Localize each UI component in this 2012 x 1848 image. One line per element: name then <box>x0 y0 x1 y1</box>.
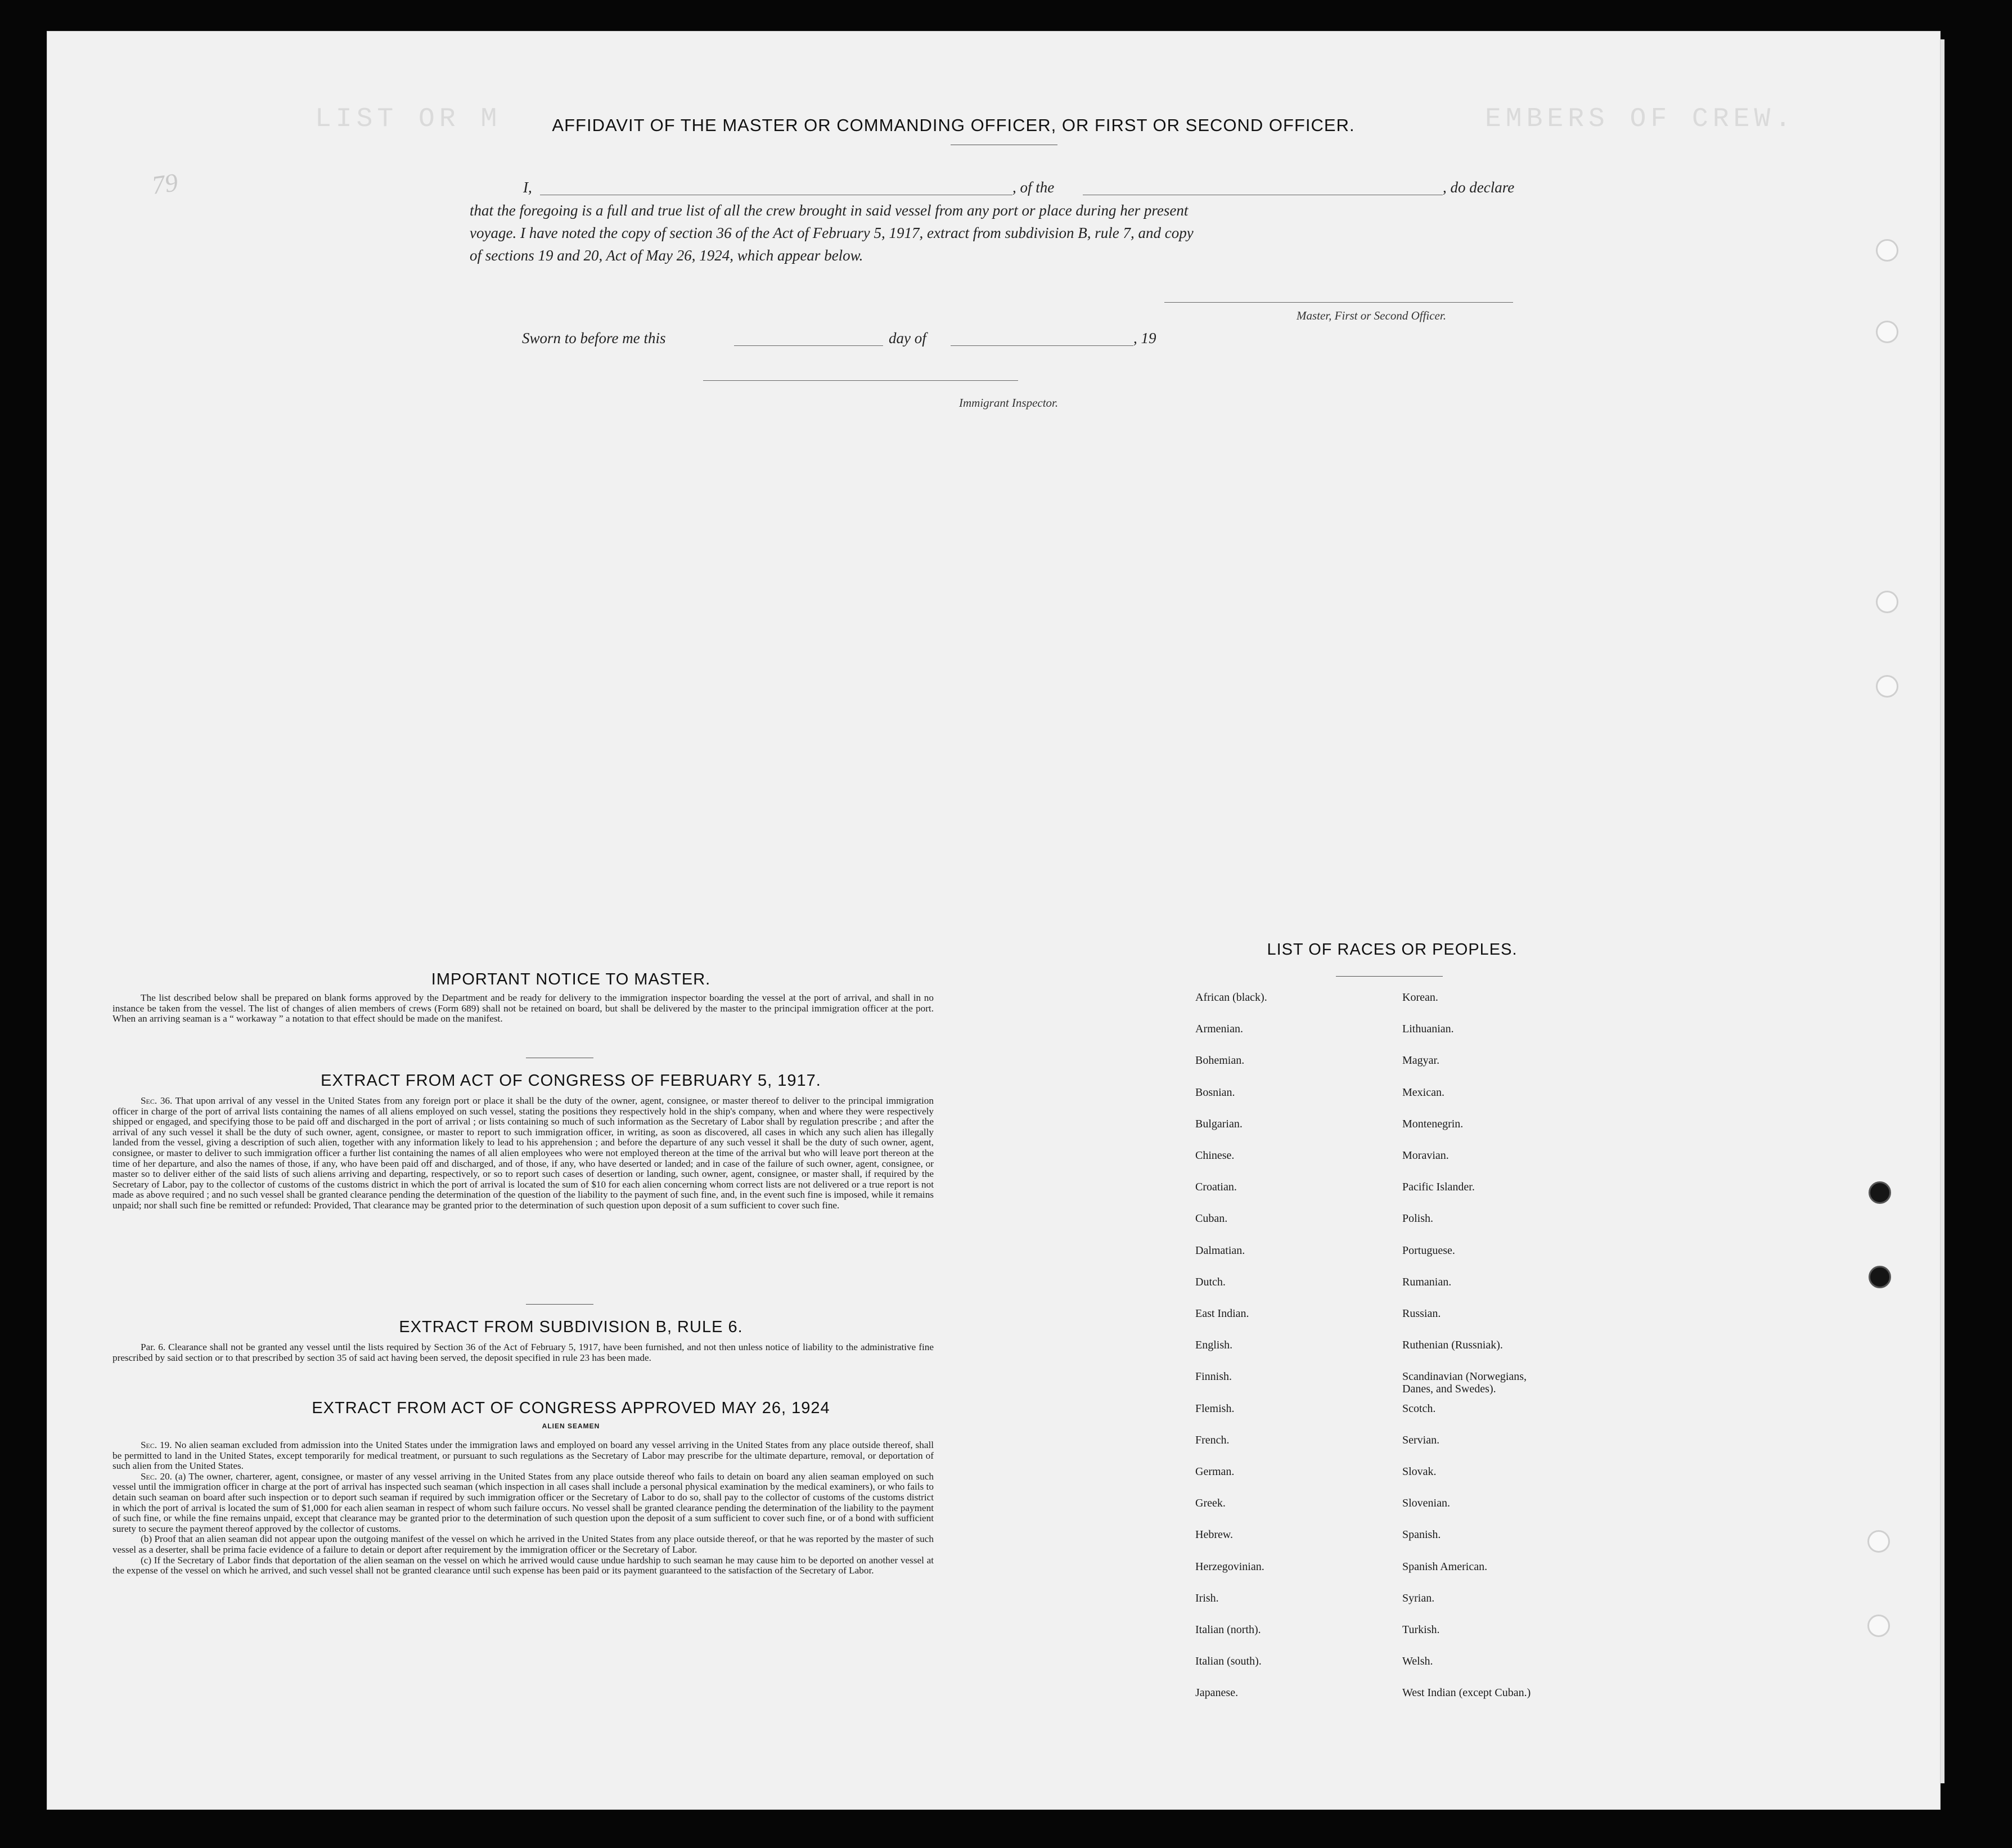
punch-hole <box>1876 239 1898 262</box>
race-left-item: Bohemian. <box>1195 1054 1245 1067</box>
race-left-item: Bosnian. <box>1195 1086 1235 1099</box>
sec-20a-paragraph <box>112 1472 934 1535</box>
race-right-item: Slovenian. <box>1402 1497 1450 1510</box>
race-left-item: Hebrew. <box>1195 1528 1234 1541</box>
race-left-item: African (black). <box>1195 991 1267 1004</box>
races-divider <box>1336 976 1443 977</box>
race-left-item: Dutch. <box>1195 1275 1226 1288</box>
punch-hole <box>1869 1266 1891 1288</box>
race-right-item: Slovak. <box>1402 1465 1437 1478</box>
race-left-item: Finnish. <box>1195 1370 1232 1383</box>
race-left-item: Armenian. <box>1195 1023 1243 1036</box>
notice-title: IMPORTANT NOTICE TO MASTER. <box>431 970 711 988</box>
punch-hole <box>1876 591 1898 613</box>
section-divider <box>526 1304 593 1305</box>
race-left-item: French. <box>1195 1433 1230 1446</box>
affidavit-statement-line-3: of sections 19 and 20, Act of May 26, 1924, which appear below. <box>470 247 863 264</box>
bleed-through-text: EMBERS OF CREW. <box>1485 104 1796 134</box>
race-right-item: Spanish. <box>1402 1528 1441 1541</box>
extract-rule6-title: EXTRACT FROM SUBDIVISION B, RULE 6. <box>399 1318 743 1336</box>
race-left-item: East Indian. <box>1195 1307 1249 1320</box>
race-right-item: Portuguese. <box>1402 1244 1455 1257</box>
sworn-day-line <box>734 345 883 346</box>
race-right-item: Lithuanian. <box>1402 1023 1454 1036</box>
race-right-item: Scandinavian (Norwegians, Danes, and Swedes). <box>1402 1370 1527 1396</box>
sec-20b-paragraph: (b) Proof that an alien seaman did not appear upon the outgoing manifest of the vessel on which he arrived in the United States from any place outside thereof, or that he was reported by the master of such vessel as a deserter, shall be prima facie evidence of a failure to detain or deport after requirement by the immigration officer or the Secretary of Labor. <box>112 1534 934 1555</box>
affidavit-statement-line-2: voyage. I have noted the copy of section 36 of the Act of February 5, 1917, extract from subdivision B, rule 7, and copy <box>470 224 1194 241</box>
race-left-item: German. <box>1195 1465 1235 1478</box>
sec-20a-text: (a) The owner, charterer, agent, consignee, or master of any vessel arriving in the United States from any place outside thereof who fails to detain on board any alien seaman employed on such vessel until the immigration officer in charge at the port of arrival has inspected such seaman (which inspection in all cases shall include a personal physical examination by the medical examiners), or who fails to detain such seaman on board after such inspection or to deport such seaman if required by such immigration officer or the Secretary of Labor to do so, shall pay to the collector of customs of the customs district in which the port of arrival is located the sum of $1,000 for each alien seaman in respect of whom such failure occurs. No vessel shall be granted clearance pending the determination of the liability to the payment of such fine, or while the fine remains unpaid, except that clearance may be granted prior to the determination of such question upon the deposit of a sum sufficient to cover such fine, or of a bond with sufficient surety to secure the payment thereof approved by the collector of customs. <box>112 1471 934 1534</box>
race-right-item: Scotch. <box>1402 1402 1436 1415</box>
race-right-item: Russian. <box>1402 1307 1441 1320</box>
punch-hole <box>1867 1615 1890 1637</box>
sworn-label: Sworn to before me this <box>522 330 666 347</box>
sworn-month-line <box>951 345 1133 346</box>
race-left-item: Italian (north). <box>1195 1624 1261 1636</box>
race-right-item: Servian. <box>1402 1433 1440 1446</box>
race-left-item: Chinese. <box>1195 1149 1235 1162</box>
extract-1924-body <box>112 1440 934 1576</box>
extract-1917-text <box>112 1096 934 1211</box>
race-right-item: Ruthenian (Russniak). <box>1402 1339 1503 1352</box>
race-right-item: Moravian. <box>1402 1149 1449 1162</box>
affidavit-declare-label: , do declare <box>1443 179 1515 196</box>
affidavit-i-label: I, <box>523 179 532 196</box>
race-left-item: Dalmatian. <box>1195 1244 1245 1257</box>
sec-19-text: No alien seaman excluded from admission into the United States under the immigration laws and employed on board any vessel arriving in the United States from any place outside thereof, shall be permitted to land in the United States, except temporarily for medical treatment, or pursuant to such regulations as the Secretary of Labor may prescribe for the ultimate departure, removal, or deportation of such alien from the United States. <box>112 1440 934 1472</box>
punch-hole <box>1867 1530 1890 1553</box>
race-right-item: Spanish American. <box>1402 1560 1488 1573</box>
race-left-item: Italian (south). <box>1195 1655 1262 1668</box>
sec-36-text: That upon arrival of any vessel in the United States from any foreign port or place it shall be the duty of the owner, agent, consignee, or master thereof to deliver to the principal immigration officer in charge of the port of arrival lists containing the names of all aliens employed on such vessel, stating the positions they respectively hold in the ship's company, when and where they were respectively shipped or engaged, and specifying those to be paid off and discharged in the port of arrival ; or lists containing so much of such information as the Secretary of Labor shall by regulation prescribe ; and after the arrival of any such vessel it shall be the duty of such owner, agent, consignee, or master to report to such immigration officer, in writing, as soon as discovered, all cases in which any such alien has illegally landed from the vessel, giving a description of such alien, together with any information likely to lead to his apprehension ; and before the departure of any such vessel it shall be the duty of such owner, agent, consignee, or master to deliver to such immigration officer a further list containing the names of all alien employees who were not employed thereon at the time of the arrival but who will leave port thereon at the time of her departure, and also the names of those, if any, who have been paid off and discharged, and of those, if any, who have deserted or landed; and in case of the failure of such owner, agent, consignee, or master so to deliver either of the said lists of such aliens arriving and departing, respectively, or so to report such cases of desertion or landing, such owner, agent, consignee, or master shall, if required by the Secretary of Labor, pay to the collector of customs of the customs district in which the port of arrival is located the sum of $10 for each alien concerning whom correct lists are not delivered or a true report is not made as above required ; and no such vessel shall be granted clearance pending the determination of the question of the liability to the payment of such fine, and, in the event such fine is imposed, while it remains unpaid; nor shall such fine be remitted or refunded: Provided, That clearance may be granted prior to the determination of such question upon deposit of a sum sufficient to cover such fine. <box>112 1095 934 1211</box>
race-left-item: Japanese. <box>1195 1687 1239 1699</box>
races-list <box>1195 991 1589 1723</box>
race-right-item: Montenegrin. <box>1402 1117 1464 1130</box>
race-left-item: Herzegovinian. <box>1195 1560 1264 1573</box>
day-of-label: day of <box>889 330 926 347</box>
master-signature-line <box>1164 302 1513 303</box>
race-right-item: Polish. <box>1402 1212 1434 1225</box>
race-right-item: Mexican. <box>1402 1086 1444 1099</box>
race-right-item: Turkish. <box>1402 1624 1440 1636</box>
race-left-item: Bulgarian. <box>1195 1117 1243 1130</box>
margin-number: 79 <box>150 168 180 200</box>
sec-20-label: Sec. 20. <box>141 1471 172 1482</box>
race-right-item: Magyar. <box>1402 1054 1440 1067</box>
race-right-item: Korean. <box>1402 991 1438 1004</box>
year-label: , 19 <box>1133 330 1156 347</box>
sec-36-label: Sec. 36. <box>141 1095 173 1106</box>
affidavit-of-the-label: , of the <box>1012 179 1055 196</box>
race-right-item: Welsh. <box>1402 1655 1433 1668</box>
sec-20c-paragraph: (c) If the Secretary of Labor finds that deportation of the alien seaman on the vessel on which he arrived would cause undue hardship to such seaman he may cause him to be deported on another vessel at the expense of the vessel on which he arrived, and such vessel shall not be granted clearance until such expense has been paid or its payment guaranteed to the satisfaction of the Secretary of Labor. <box>112 1554 934 1576</box>
race-right-item: West Indian (except Cuban.) <box>1402 1687 1531 1699</box>
race-left-item: Irish. <box>1195 1591 1219 1604</box>
race-right-item: Rumanian. <box>1402 1275 1452 1288</box>
punch-hole <box>1876 321 1898 343</box>
notice-text: The list described below shall be prepared on blank forms approved by the Department and be ready for delivery to the immigration inspector boarding the vessel at the port of arrival, and shall in no instance be taken from the vessel. The list of changes of alien members of crews (Form 689) shall not be retained on board, but shall be delivered by the master to the principal immigration officer at the port. When an arriving seaman is a “ workaway ” a notation to that effect should be made on the manifest. <box>112 992 934 1024</box>
inspector-label: Immigrant Inspector. <box>959 396 1059 410</box>
race-left-item: English. <box>1195 1339 1233 1352</box>
affidavit-title: AFFIDAVIT OF THE MASTER OR COMMANDING OFFICER, OR FIRST OR SECOND OFFICER. <box>552 115 1355 135</box>
race-left-item: Cuban. <box>1195 1212 1228 1225</box>
master-signature-label: Master, First or Second Officer. <box>1297 309 1446 322</box>
alien-seamen-subtitle: ALIEN SEAMEN <box>542 1422 600 1430</box>
sec-19-paragraph <box>112 1440 934 1472</box>
extract-1924-title: EXTRACT FROM ACT OF CONGRESS APPROVED MAY 26, 1924 <box>312 1399 830 1417</box>
punch-hole <box>1869 1181 1891 1204</box>
race-left-item: Croatian. <box>1195 1181 1237 1194</box>
affidavit-statement-line-1: that the foregoing is a full and true list of all the crew brought in said vessel from any port or place during her present <box>470 202 1189 219</box>
extract-1917-title: EXTRACT FROM ACT OF CONGRESS OF FEBRUARY 5, 1917. <box>321 1072 821 1090</box>
race-left-item: Flemish. <box>1195 1402 1235 1415</box>
punch-hole <box>1876 675 1898 698</box>
inspector-signature-line <box>703 380 1018 381</box>
bleed-through-text: LIST OR M <box>315 104 502 134</box>
race-left-item: Greek. <box>1195 1497 1226 1510</box>
sec-19-label: Sec. 19. <box>141 1440 172 1450</box>
race-right-item: Syrian. <box>1402 1591 1435 1604</box>
races-title: LIST OF RACES OR PEOPLES. <box>1267 941 1518 959</box>
extract-rule6-text: Par. 6. Clearance shall not be granted any vessel until the lists required by Section 36 of the Act of February 5, 1917, have been furnished, and not then unless notice of liability to the administrative fine prescribed by said section or to that prescribed by section 35 of said act having been served, the deposit specified in rule 23 has been made. <box>112 1342 934 1363</box>
race-right-item: Pacific Islander. <box>1402 1181 1475 1194</box>
